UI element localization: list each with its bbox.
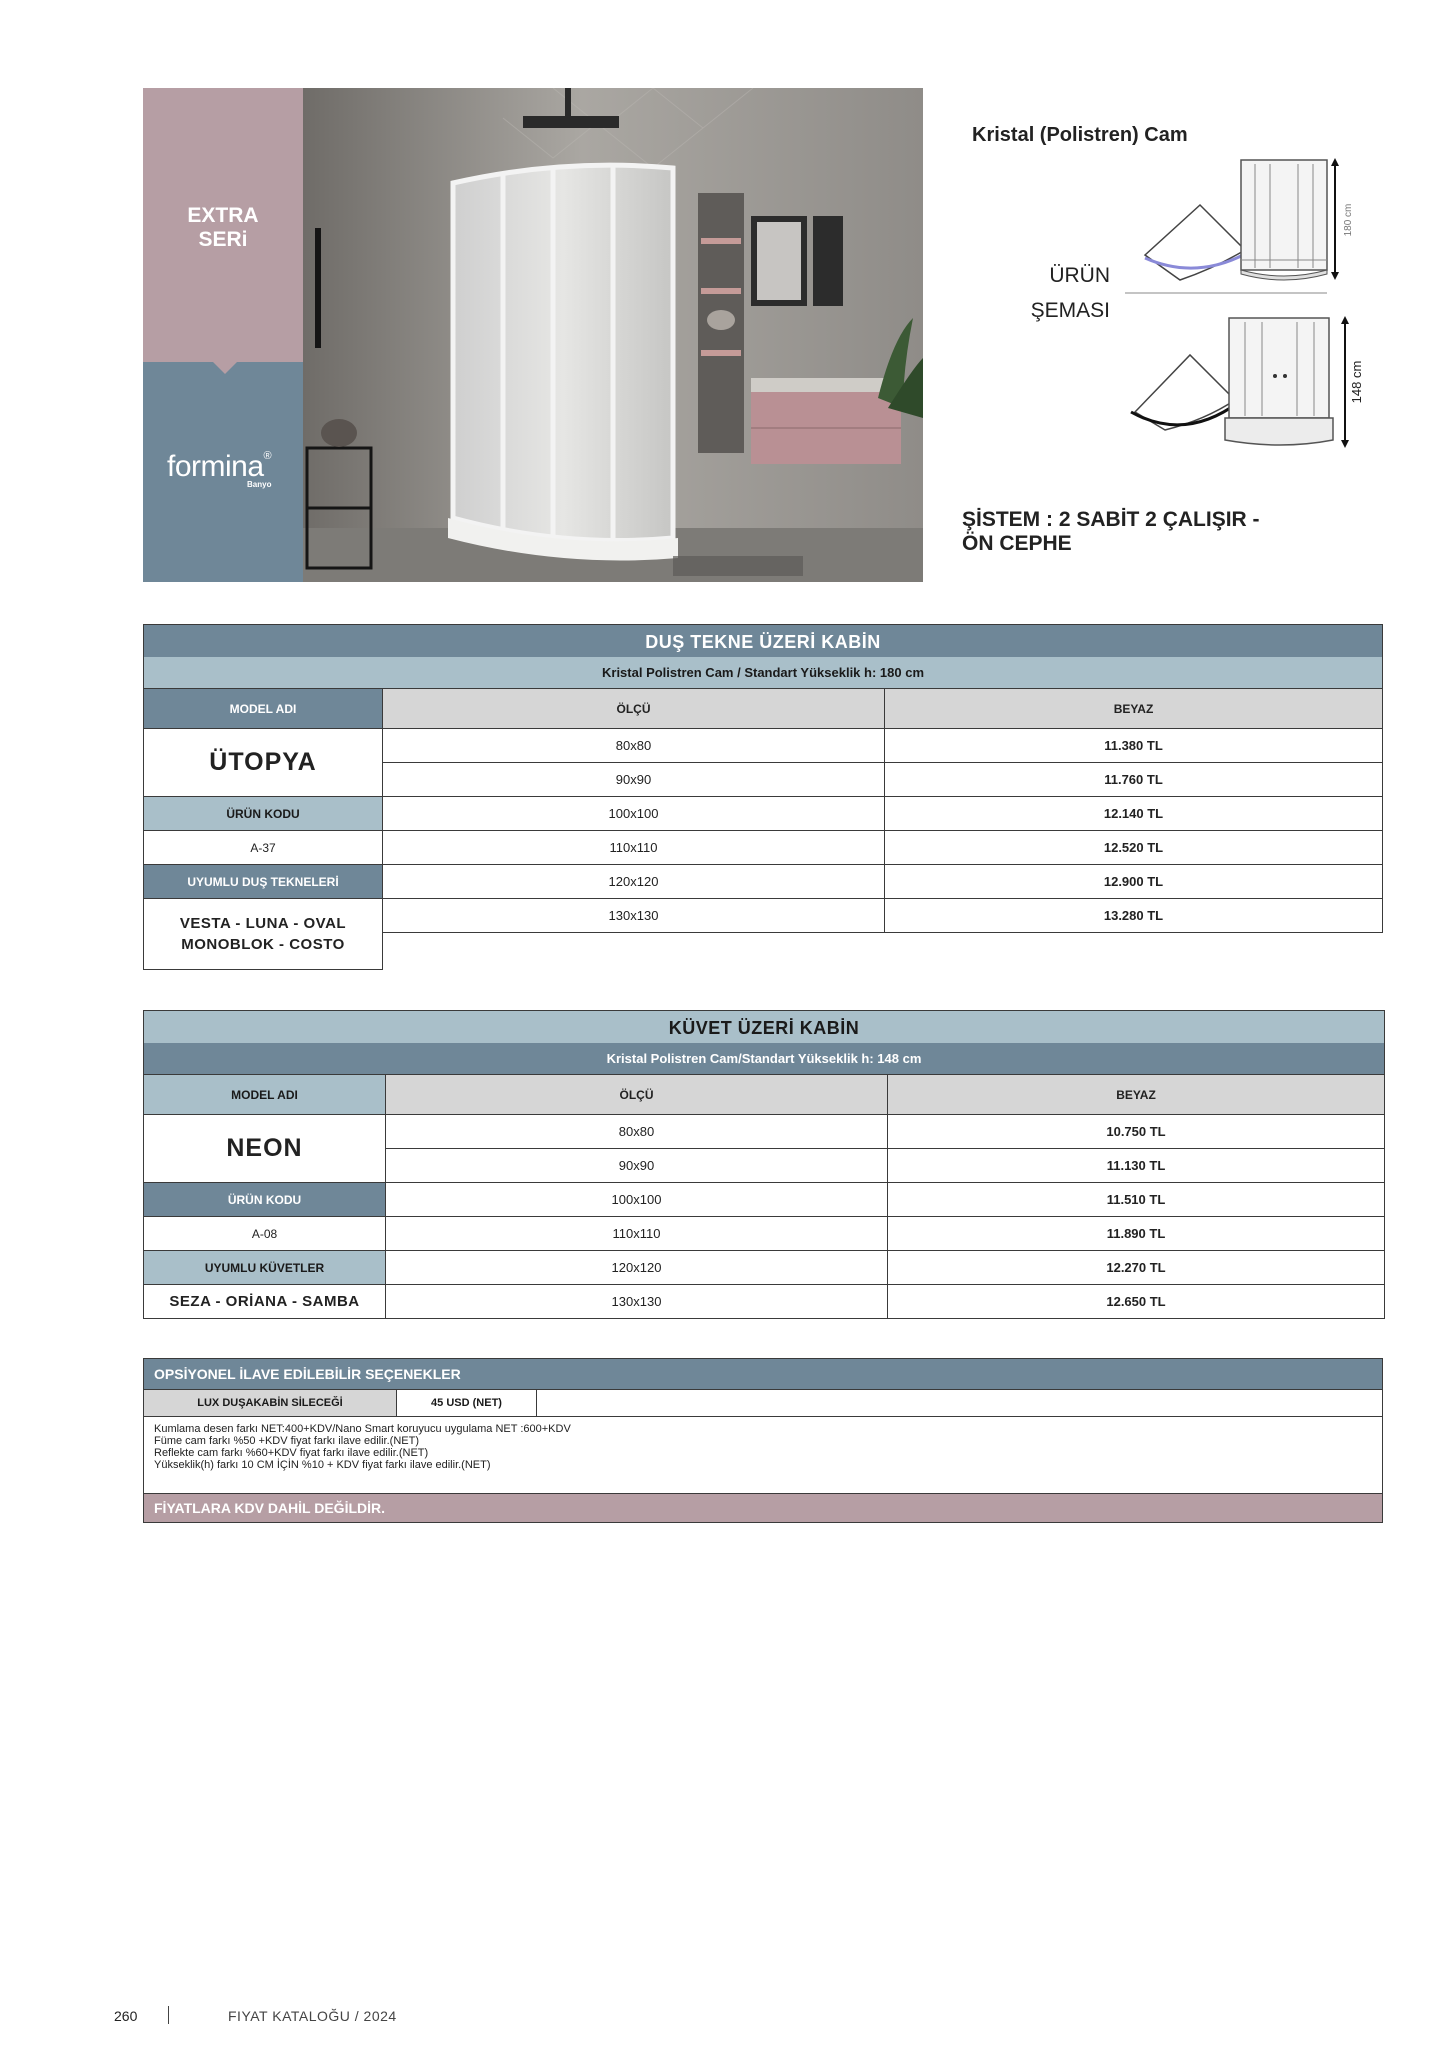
optional-extras-title: OPSİYONEL İLAVE EDİLEBİLİR SEÇENEKLER	[144, 1359, 1382, 1389]
price-cell: 12.270 TL	[888, 1251, 1385, 1285]
compatible-tubs: SEZA - ORİANA - SAMBA	[143, 1285, 386, 1319]
price-cell: 11.380 TL	[885, 729, 1383, 763]
schema-label-line2: ŞEMASI	[1030, 299, 1110, 322]
note-line: Kumlama desen farkı NET:400+KDV/Nano Smart koruyucu uygulama NET :600+KDV	[154, 1423, 571, 1435]
compatible-tubs-label: UYUMLU KÜVETLER	[143, 1251, 386, 1285]
dimension-148: 148 cm	[1349, 360, 1364, 404]
optional-extras-box	[143, 1358, 1383, 1523]
product-schema-label	[1000, 258, 1110, 328]
compatible-trays	[143, 899, 383, 970]
size-cell: 90x90	[383, 763, 885, 797]
dimension-180: 180 cm	[1343, 203, 1354, 237]
price-cell: 12.140 TL	[885, 797, 1383, 831]
product-code: A-08	[143, 1217, 386, 1251]
col-header-model: MODEL ADI	[143, 1075, 386, 1115]
size-cell: 80x80	[386, 1115, 888, 1149]
vat-notice: FİYATLARA KDV DAHİL DEĞİLDİR.	[144, 1493, 1382, 1522]
price-cell: 11.510 TL	[888, 1183, 1385, 1217]
series-label-line1: EXTRA	[187, 204, 259, 227]
series-panel	[143, 88, 303, 582]
hero-banner	[143, 88, 923, 582]
col-header-size: ÖLÇÜ	[386, 1075, 888, 1115]
col-header-size: ÖLÇÜ	[383, 689, 885, 729]
product-schema-drawing	[1105, 150, 1365, 460]
series-label	[143, 204, 303, 252]
model-name: ÜTOPYA	[143, 729, 383, 797]
brand-name: formina	[167, 450, 264, 483]
price-cell: 12.520 TL	[885, 831, 1383, 865]
panel-notch	[213, 362, 237, 374]
note-line: Füme cam farkı %50 +KDV fiyat farkı ilave edilir.(NET)	[154, 1435, 419, 1447]
wiper-price: 45 USD (NET)	[397, 1390, 537, 1416]
table2-subtitle: Kristal Polistren Cam/Standart Yükseklik h: 148 cm	[143, 1043, 1385, 1075]
size-cell: 90x90	[386, 1149, 888, 1183]
product-code-label: ÜRÜN KODU	[143, 797, 383, 831]
price-cell: 11.760 TL	[885, 763, 1383, 797]
size-cell: 110x110	[383, 831, 885, 865]
size-cell: 110x110	[386, 1217, 888, 1251]
brand-mark: ®	[263, 450, 272, 462]
product-code: A-37	[143, 831, 383, 865]
system-line1: ŞİSTEM : 2 SABİT 2 ÇALIŞIR -	[962, 508, 1260, 531]
table1-title: DUŞ TEKNE ÜZERİ KABİN	[143, 624, 1383, 658]
size-cell: 120x120	[383, 865, 885, 899]
glass-type-title: Kristal (Polistren) Cam	[972, 124, 1188, 146]
bathtub-cabin-table	[143, 1010, 1385, 1322]
col-header-price: BEYAZ	[888, 1075, 1385, 1115]
optional-item-row	[144, 1389, 1382, 1417]
brand-sub: Banyo	[247, 480, 272, 489]
shower-tray-cabin-table	[143, 624, 1383, 970]
system-description	[962, 508, 1260, 556]
catalog-title: FIYAT KATALOĞU / 2024	[228, 2008, 397, 2024]
model-name: NEON	[143, 1115, 386, 1183]
size-cell: 100x100	[386, 1183, 888, 1217]
price-cell: 12.900 TL	[885, 865, 1383, 899]
size-cell: 130x130	[386, 1285, 888, 1319]
compatible-trays-line1: VESTA - LUNA - OVAL	[179, 915, 347, 932]
size-cell: 120x120	[386, 1251, 888, 1285]
product-photo	[303, 88, 923, 582]
price-cell: 13.280 TL	[885, 899, 1383, 933]
table2-title: KÜVET ÜZERİ KABİN	[143, 1010, 1385, 1044]
size-cell: 80x80	[383, 729, 885, 763]
compatible-trays-label: UYUMLU DUŞ TEKNELERİ	[143, 865, 383, 899]
size-cell: 130x130	[383, 899, 885, 933]
col-header-price: BEYAZ	[885, 689, 1383, 729]
schema-label-line1: ÜRÜN	[1049, 264, 1110, 287]
wiper-name: LUX DUŞAKABİN SİLECEĞİ	[144, 1390, 397, 1416]
brand-logo	[167, 450, 271, 484]
system-line2: ÖN CEPHE	[962, 532, 1072, 555]
col-header-model: MODEL ADI	[143, 689, 383, 729]
note-line: Reflekte cam farkı %60+KDV fiyat farkı ilave edilir.(NET)	[154, 1447, 429, 1459]
price-cell: 10.750 TL	[888, 1115, 1385, 1149]
compatible-trays-line2: MONOBLOK - COSTO	[181, 936, 345, 953]
price-cell: 11.890 TL	[888, 1217, 1385, 1251]
footer-divider	[168, 2006, 169, 2024]
table1-subtitle: Kristal Polistren Cam / Standart Yükseklik h: 180 cm	[143, 657, 1383, 689]
price-cell: 11.130 TL	[888, 1149, 1385, 1183]
page-number: 260	[114, 2008, 138, 2024]
series-label-line2: SERi	[198, 228, 248, 251]
size-cell: 100x100	[383, 797, 885, 831]
price-cell: 12.650 TL	[888, 1285, 1385, 1319]
note-line: Yükseklik(h) farkı 10 CM İÇİN %10 + KDV fiyat farkı ilave edilir.(NET)	[154, 1459, 491, 1471]
option-notes	[154, 1423, 571, 1471]
product-code-label: ÜRÜN KODU	[143, 1183, 386, 1217]
